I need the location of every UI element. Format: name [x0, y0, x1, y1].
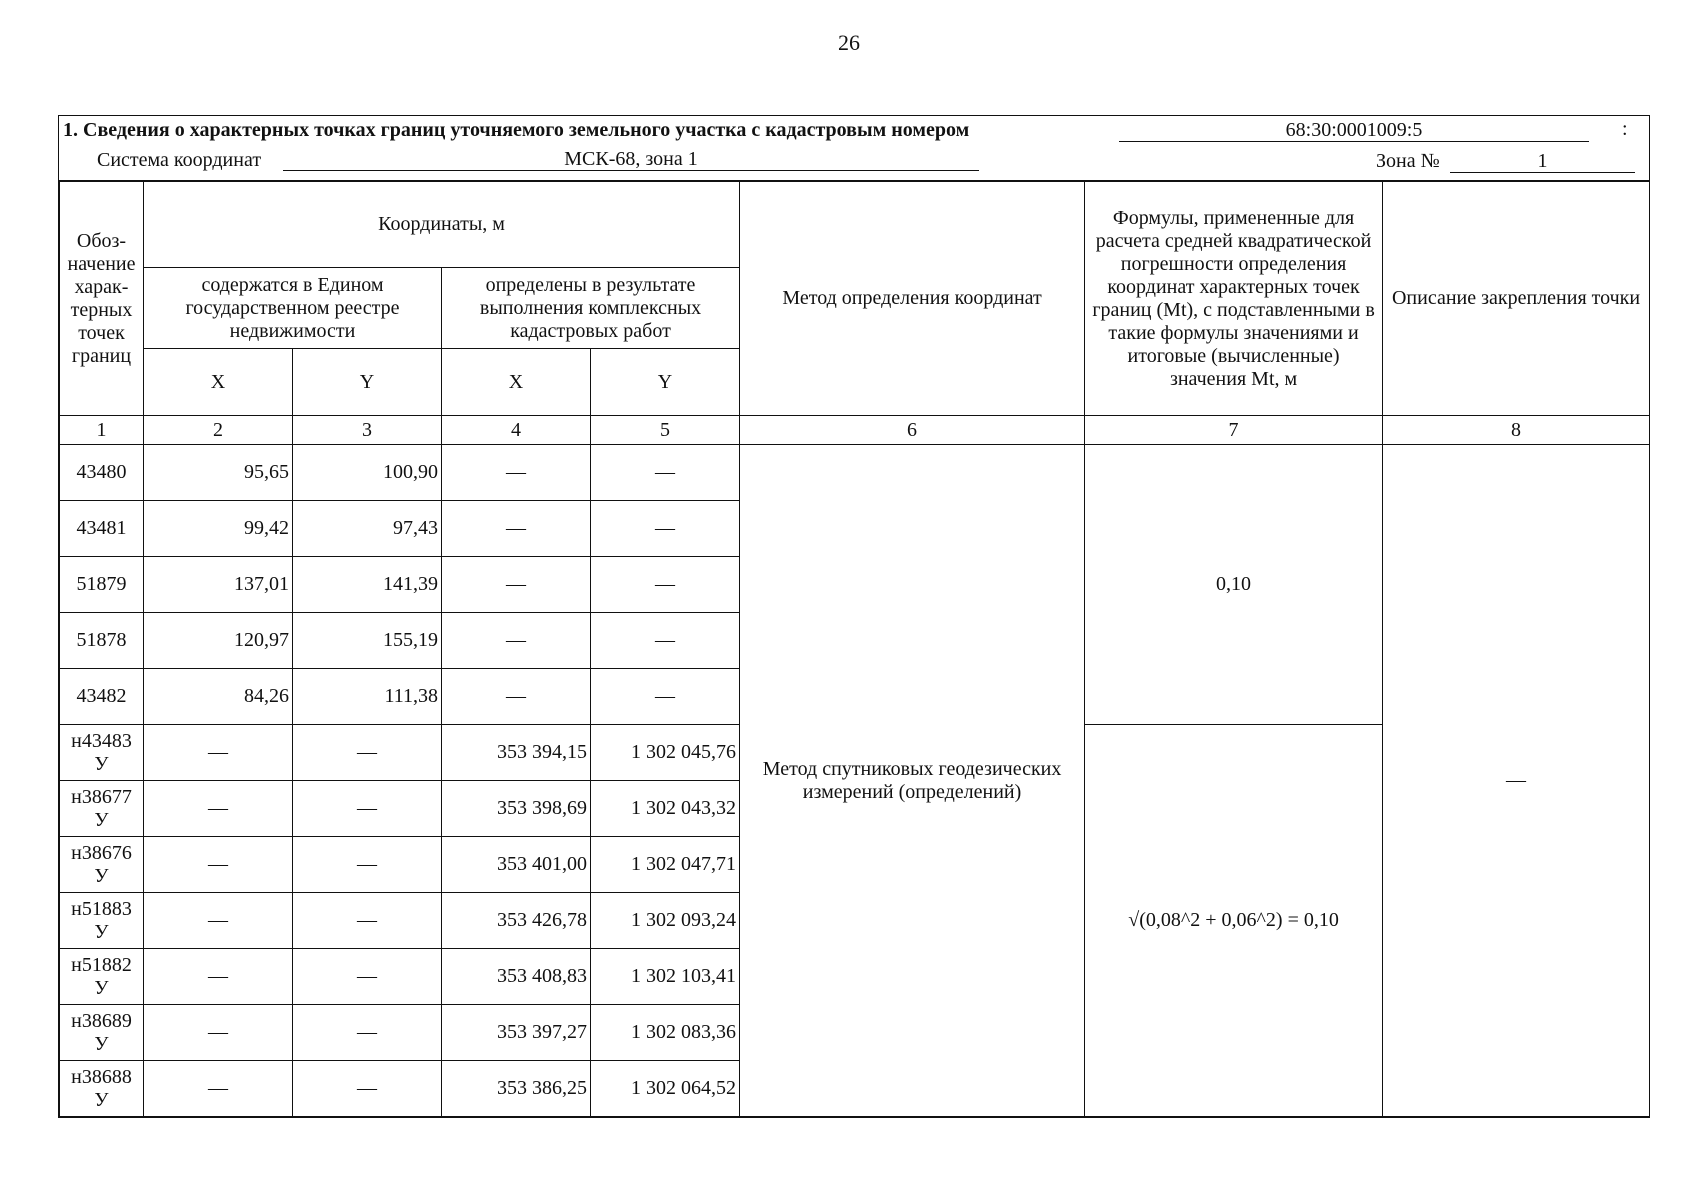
zone-value: 1: [1450, 150, 1635, 173]
kkr-x: 353 426,78: [442, 893, 591, 949]
point-id: н38676 У: [60, 837, 144, 893]
coord-system-value: МСК-68, зона 1: [283, 148, 979, 171]
col-number: 8: [1383, 416, 1650, 445]
kkr-x: —: [442, 557, 591, 613]
egrn-y: —: [293, 725, 442, 781]
kkr-y: —: [591, 613, 740, 669]
col-number: 4: [442, 416, 591, 445]
col-number: 2: [144, 416, 293, 445]
point-id: н38677 У: [60, 781, 144, 837]
kkr-x: 353 386,25: [442, 1061, 591, 1117]
kkr-x: —: [442, 613, 591, 669]
kkr-y: —: [591, 445, 740, 501]
egrn-y: 100,90: [293, 445, 442, 501]
points-table: [59, 181, 1650, 1117]
kkr-x: 353 397,27: [442, 1005, 591, 1061]
kkr-x: —: [442, 501, 591, 557]
egrn-y: —: [293, 893, 442, 949]
point-id: 51879: [60, 557, 144, 613]
kkr-y: —: [591, 501, 740, 557]
table-row: [60, 445, 1650, 501]
kkr-x: —: [442, 445, 591, 501]
column-numbers-row: [60, 416, 1650, 445]
egrn-y: —: [293, 837, 442, 893]
egrn-x: —: [144, 1005, 293, 1061]
mt-group1: 0,10: [1085, 445, 1383, 725]
kkr-y: 1 302 047,71: [591, 837, 740, 893]
header-x-egrn: X: [144, 349, 293, 416]
egrn-y: 141,39: [293, 557, 442, 613]
col-number: 3: [293, 416, 442, 445]
kkr-x: 353 401,00: [442, 837, 591, 893]
point-id: н51882 У: [60, 949, 144, 1005]
header-formulas: Формулы, примененные для расчета средней квадратической погрешности определения координат характерных точек границ (Mt), с подставленными в такие формулы значениями и итоговые (вычисленные) значения Mt, м: [1085, 182, 1383, 416]
page-number: 26: [838, 30, 860, 55]
description-merged: —: [1383, 445, 1650, 1117]
point-id: н38689 У: [60, 1005, 144, 1061]
kkr-y: 1 302 103,41: [591, 949, 740, 1005]
egrn-y: 155,19: [293, 613, 442, 669]
kkr-y: 1 302 045,76: [591, 725, 740, 781]
kkr-x: 353 408,83: [442, 949, 591, 1005]
point-id: н38688 У: [60, 1061, 144, 1117]
header-point-designation-text: Обоз- начение харак- терных точек границ: [67, 229, 136, 367]
coord-system-label: Система координат: [97, 149, 262, 171]
kkr-y: 1 302 083,36: [591, 1005, 740, 1061]
egrn-x: —: [144, 893, 293, 949]
point-id: н43483 У: [60, 725, 144, 781]
header-point-designation: [60, 182, 144, 416]
egrn-x: —: [144, 725, 293, 781]
egrn-x: —: [144, 1061, 293, 1117]
kkr-y: 1 302 043,32: [591, 781, 740, 837]
point-id: 43482: [60, 669, 144, 725]
egrn-y: —: [293, 949, 442, 1005]
header-coordinates: Координаты, м: [144, 182, 740, 268]
egrn-y: —: [293, 1005, 442, 1061]
col-number: 1: [60, 416, 144, 445]
section-title: 1. Сведения о характерных точках границ уточняемого земельного участка с кадастровым номером: [63, 119, 970, 141]
header-method: Метод определения координат: [740, 182, 1085, 416]
kkr-x: 353 394,15: [442, 725, 591, 781]
egrn-x: 84,26: [144, 669, 293, 725]
header-kkr: определены в результате выполнения комплексных кадастровых работ: [442, 268, 740, 349]
egrn-x: —: [144, 837, 293, 893]
kkr-y: 1 302 064,52: [591, 1061, 740, 1117]
form-header: [59, 116, 1649, 181]
kkr-y: 1 302 093,24: [591, 893, 740, 949]
kkr-y: —: [591, 669, 740, 725]
egrn-y: 111,38: [293, 669, 442, 725]
header-egrn: содержатся в Едином государственном реестре недвижимости: [144, 268, 442, 349]
header-y-egrn: Y: [293, 349, 442, 416]
zone-label: Зона №: [1376, 150, 1440, 172]
header-y-kkr: Y: [591, 349, 740, 416]
col-number: 5: [591, 416, 740, 445]
col-number: 6: [740, 416, 1085, 445]
egrn-x: —: [144, 781, 293, 837]
egrn-x: 137,01: [144, 557, 293, 613]
header-x-kkr: X: [442, 349, 591, 416]
egrn-x: —: [144, 949, 293, 1005]
kkr-x: —: [442, 669, 591, 725]
kkr-y: —: [591, 557, 740, 613]
point-id: 43481: [60, 501, 144, 557]
mt-group2: √(0,08^2 + 0,06^2) = 0,10: [1085, 725, 1383, 1117]
col-number: 7: [1085, 416, 1383, 445]
egrn-x: 95,65: [144, 445, 293, 501]
point-id: 51878: [60, 613, 144, 669]
point-id: 43480: [60, 445, 144, 501]
egrn-x: 99,42: [144, 501, 293, 557]
cadastral-number: 68:30:0001009:5: [1119, 119, 1589, 142]
point-id: н51883 У: [60, 893, 144, 949]
egrn-y: —: [293, 781, 442, 837]
header-description: Описание закрепления точки: [1383, 182, 1650, 416]
method-merged: Метод спутниковых геодезических измерений (определений): [740, 445, 1085, 1117]
egrn-y: 97,43: [293, 501, 442, 557]
cadastral-number-colon: :: [1622, 118, 1628, 140]
egrn-y: —: [293, 1061, 442, 1117]
egrn-x: 120,97: [144, 613, 293, 669]
cadastral-points-form: [58, 115, 1650, 1118]
kkr-x: 353 398,69: [442, 781, 591, 837]
